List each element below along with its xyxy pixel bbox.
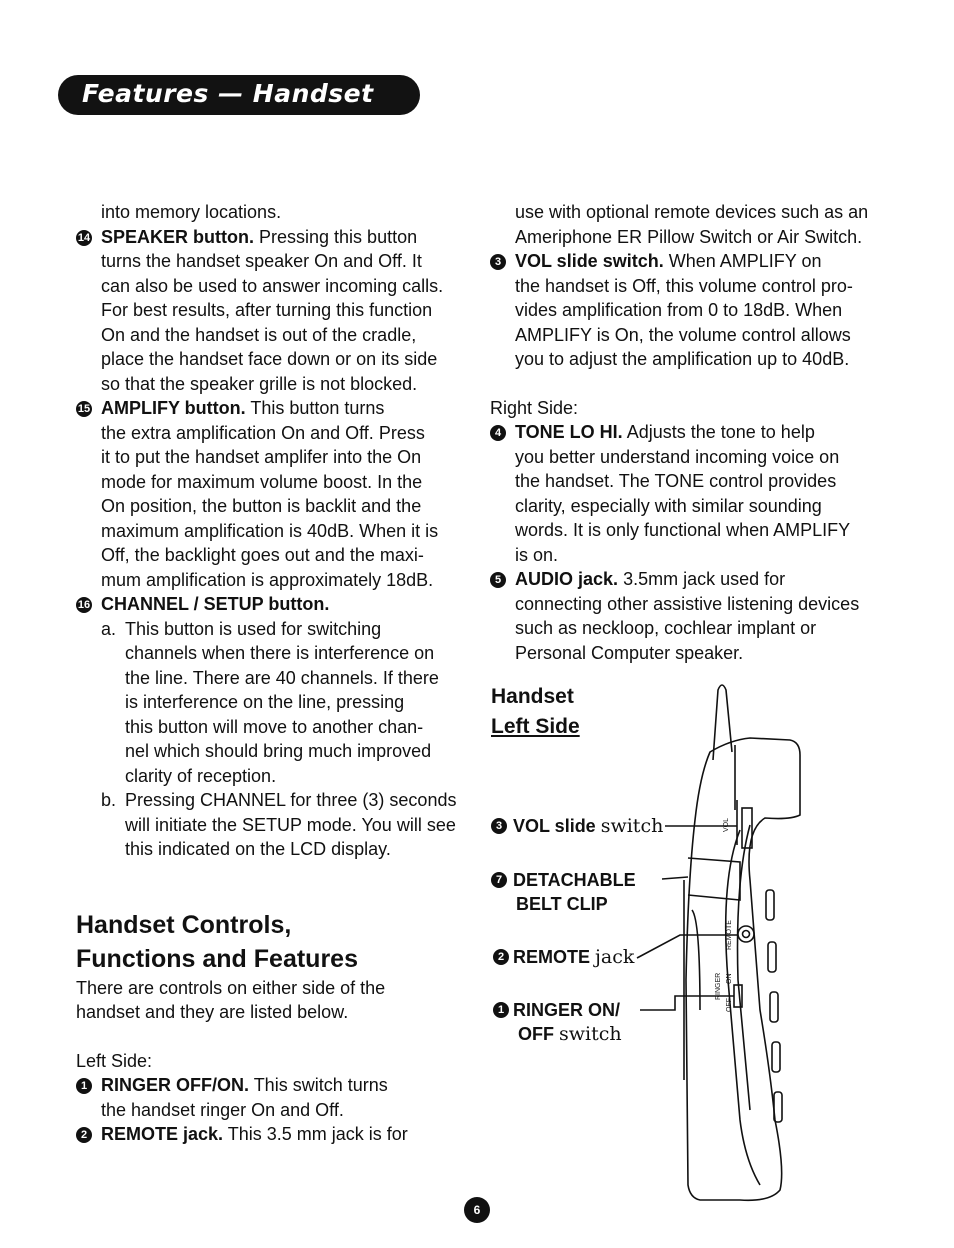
item-label: SPEAKER button. xyxy=(101,226,254,247)
item-line: this button will move to another chan- xyxy=(125,716,424,737)
item-vol-slide-switch xyxy=(490,249,885,372)
callout-number-badge: 3 xyxy=(491,818,507,834)
diagram-title xyxy=(491,682,580,742)
callout-number-badge: 1 xyxy=(493,1002,509,1018)
item-line: such as neckloop, cochlear implant or xyxy=(515,618,817,638)
item-label: RINGER OFF/ON. xyxy=(101,1075,249,1095)
item-line: mum amplification is approximately 18dB. xyxy=(101,569,434,590)
item-ringer-off-on xyxy=(76,1073,471,1122)
diagram-title-line: Handset xyxy=(491,685,574,708)
sub-item-a xyxy=(76,617,471,789)
item-line: you to adjust the amplification up to 40dB. xyxy=(515,349,850,369)
item-line: clarity, especially with similar sounding xyxy=(515,495,822,516)
item-amplify-button xyxy=(76,396,471,592)
section-header xyxy=(58,75,420,115)
item-number-badge: 2 xyxy=(76,1127,92,1143)
item-number-badge: 14 xyxy=(77,231,91,244)
callout-remote-jack xyxy=(493,945,634,969)
device-label-off: OFF xyxy=(726,998,733,1012)
item-label: REMOTE jack. xyxy=(101,1124,224,1144)
item-line: is on. xyxy=(515,544,559,565)
callout-label: VOL slide xyxy=(513,816,596,836)
item-text: This button turns xyxy=(250,398,385,418)
continued-text: into memory locations. xyxy=(101,202,282,222)
item-line: words. It is only functional when AMPLIFY xyxy=(515,520,851,540)
item-label: AUDIO jack. xyxy=(515,569,619,589)
item-text: 3.5mm jack used for xyxy=(623,569,786,589)
section-heading xyxy=(76,908,471,976)
item-number-badge: 1 xyxy=(76,1078,92,1094)
item-line: the handset is Off, this volume control pro- xyxy=(515,275,853,296)
item-number-badge: 4 xyxy=(490,425,506,441)
item-text: This switch turns xyxy=(253,1075,388,1095)
device-label-ringer: RINGER xyxy=(715,972,722,1000)
item-text: When AMPLIFY on xyxy=(668,251,822,271)
callout-label: BELT CLIP xyxy=(516,894,608,914)
callout-label: RINGER ON/ xyxy=(513,1000,621,1020)
item-line: can also be used to answer incoming calls. xyxy=(101,275,444,296)
right-side-label: Right Side: xyxy=(490,397,579,418)
item-line: turns the handset speaker On and Off. It xyxy=(101,251,422,271)
callout-label-thin: jack xyxy=(595,946,635,968)
item-line: the handset ringer On and Off. xyxy=(101,1099,344,1120)
sub-item-b xyxy=(76,788,471,862)
item-number-badge: 16 xyxy=(77,599,91,611)
item-line: this indicated on the LCD display. xyxy=(125,839,391,859)
item-speaker-button xyxy=(76,225,471,397)
section-intro-line: There are controls on either side of the xyxy=(76,977,386,998)
item-label: TONE LO HI. xyxy=(515,422,623,442)
callout-label-thin: switch xyxy=(600,815,664,837)
item-line: For best results, after turning this function xyxy=(101,300,433,320)
item-text: Pressing this button xyxy=(259,226,418,247)
device-label-on: ON xyxy=(726,973,733,984)
item-label: VOL slide switch. xyxy=(515,251,664,271)
section-heading-line: Functions and Features xyxy=(76,944,358,973)
item-number-badge: 15 xyxy=(77,403,91,415)
item-number-badge: 5 xyxy=(490,572,506,588)
right-column xyxy=(490,200,885,665)
item-line: the line. There are 40 channels. If there xyxy=(125,667,439,688)
item-number-badge: 3 xyxy=(490,254,506,270)
item-label: CHANNEL / SETUP button. xyxy=(101,594,330,614)
device-label-remote: REMOTE xyxy=(726,920,733,950)
item-line: it to put the handset amplifer into the On xyxy=(101,447,422,467)
item-line: On and the handset is out of the cradle, xyxy=(101,324,417,345)
item-line: mode for maximum volume boost. In the xyxy=(101,471,423,492)
item-line: is interference on the line, pressing xyxy=(125,692,405,712)
item-audio-jack xyxy=(490,567,885,665)
spacer xyxy=(76,1025,471,1049)
item-line: This button is used for switching xyxy=(125,618,382,639)
section-heading-line: Handset Controls, xyxy=(76,910,292,939)
item-line: clarity of reception. xyxy=(125,765,277,786)
continued-text: use with optional remote devices such as an xyxy=(515,202,869,222)
item-line: will initiate the SETUP mode. You will see xyxy=(125,814,456,835)
section-header-title: Features — Handset xyxy=(82,79,374,108)
item-line: Pressing CHANNEL for three (3) seconds xyxy=(125,790,457,810)
item-line: On position, the button is backlit and the xyxy=(101,496,422,516)
item-channel-setup-button xyxy=(76,592,471,617)
item-line: Off, the backlight goes out and the maxi- xyxy=(101,545,424,565)
item-tone-lo-hi xyxy=(490,420,885,567)
callout-vol-slide-switch xyxy=(491,814,663,838)
callout-label: REMOTE xyxy=(513,947,591,967)
item-line: you better understand incoming voice on xyxy=(515,446,840,467)
item-line: vides amplification from 0 to 18dB. When xyxy=(515,300,843,320)
item-label: AMPLIFY button. xyxy=(101,398,246,418)
item-line: nel which should bring much improved xyxy=(125,741,432,761)
item-line: AMPLIFY is On, the volume control allows xyxy=(515,324,851,345)
page-number: 6 xyxy=(464,1197,490,1223)
left-column xyxy=(76,200,471,1147)
sub-item-letter: a. xyxy=(101,618,117,639)
section-intro-line: handset and they are listed below. xyxy=(76,1002,349,1022)
spacer xyxy=(490,372,885,396)
item-text: This 3.5 mm jack is for xyxy=(227,1124,408,1144)
callout-label-thin: switch xyxy=(559,1023,622,1045)
sub-item-letter: b. xyxy=(101,790,117,810)
item-line: connecting other assistive listening devices xyxy=(515,593,860,614)
callout-number-badge: 2 xyxy=(493,949,509,965)
item-line: so that the speaker grille is not blocked. xyxy=(101,373,418,394)
item-line: the extra amplification On and Off. Press xyxy=(101,422,425,443)
item-remote-jack xyxy=(76,1122,471,1147)
item-text: Adjusts the tone to help xyxy=(626,422,815,442)
callout-ringer-switch xyxy=(493,998,622,1046)
device-label-vol: VOL xyxy=(723,817,730,832)
callout-label: OFF xyxy=(518,1024,554,1044)
continued-text: Ameriphone ER Pillow Switch or Air Switch. xyxy=(515,226,863,247)
item-line: Personal Computer speaker. xyxy=(515,642,744,663)
callout-belt-clip xyxy=(491,868,636,916)
handset-left-side-illustration xyxy=(600,680,810,1205)
item-line: place the handset face down or on its side xyxy=(101,349,438,369)
diagram-title-line: Left Side xyxy=(491,715,580,738)
item-line: the handset. The TONE control provides xyxy=(515,471,837,491)
item-line: channels when there is interference on xyxy=(125,643,435,663)
callout-number-badge: 7 xyxy=(491,872,507,888)
callout-label: DETACHABLE xyxy=(513,870,636,890)
item-line: maximum amplification is 40dB. When it is xyxy=(101,520,439,541)
left-side-label: Left Side: xyxy=(76,1050,153,1071)
